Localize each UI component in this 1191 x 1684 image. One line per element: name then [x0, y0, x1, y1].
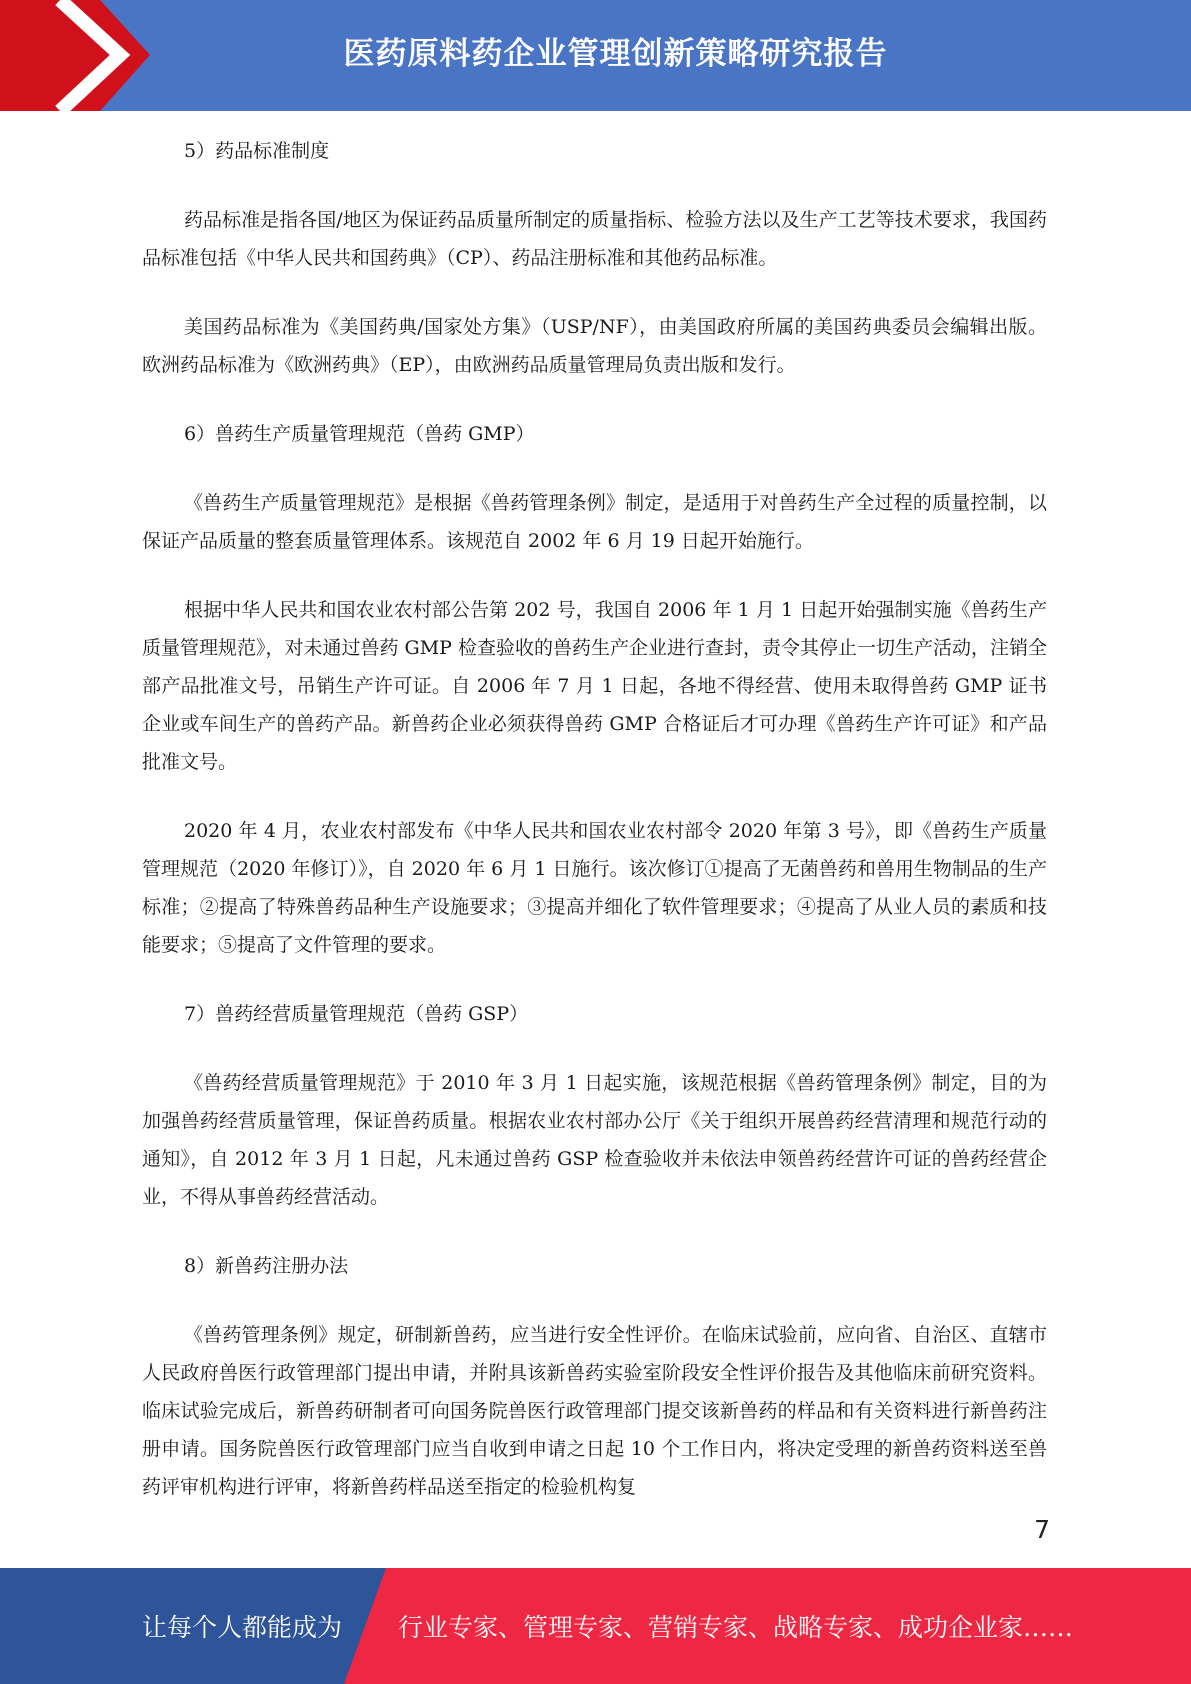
page-number: 7 — [1034, 1515, 1050, 1544]
body-paragraph: 根据中华人民共和国农业农村部公告第 202 号，我国自 2006 年 1 月 1 日起开始强制实施《兽药生产质量管理规范》，对未通过兽药 GMP 检查验收的兽药生产企业进行查封，责令其停止一切生产活动，注销全部产品批准文号，吊销生产许可证。自 2006 年 7 月 1 日起，各地不得经营、使用未取得兽药 GMP 证书企业或车间生产的兽药产品。新兽药企业必须获得兽药 GMP 合格证后才可办理《兽药生产许可证》和产品批准文号。 — [142, 599, 1047, 773]
page-header — [0, 0, 1191, 111]
section-title: 8）新兽药注册办法 — [184, 1255, 349, 1277]
section-title: 5）药品标准制度 — [184, 140, 330, 162]
report-title: 医药原料药企业管理创新策略研究报告 — [343, 35, 888, 72]
footer-slogan-left: 让每个人都能成为 — [142, 1613, 343, 1642]
footer-slogan-right: 行业专家、管理专家、营销专家、战略专家、成功企业家…… — [398, 1613, 1074, 1642]
body-paragraph: 2020 年 4 月，农业农村部发布《中华人民共和国农业农村部令 2020 年第 3 号》，即《兽药生产质量管理规范（2020 年修订）》，自 2020 年 6 月 1 日施行。该次修订①提高了无菌兽药和兽用生物制品的生产标准；②提高了特殊兽药品种生产设施要求；③提高并细化了软件管理要求；④提高了从业人员的素质和技能要求；⑤提高了文件管理的要求。 — [142, 820, 1047, 956]
section-title: 7）兽药经营质量管理规范（兽药 GSP） — [184, 1003, 529, 1025]
page-footer — [0, 1568, 1191, 1684]
body-paragraph: 美国药品标准为《美国药典/国家处方集》（USP/NF），由美国政府所属的美国药典委员会编辑出版。欧洲药品标准为《欧洲药典》（EP），由欧洲药品质量管理局负责出版和发行。 — [142, 316, 1047, 376]
document-body — [142, 132, 1047, 1537]
body-paragraph: 《兽药经营质量管理规范》于 2010 年 3 月 1 日起实施，该规范根据《兽药管理条例》制定，目的为加强兽药经营质量管理，保证兽药质量。根据农业农村部办公厅《关于组织开展兽药经营清理和规范行动的通知》，自 2012 年 3 月 1 日起，凡未通过兽药 GSP 检查验收并未依法申领兽药经营许可证的兽药经营企业，不得从事兽药经营活动。 — [142, 1072, 1047, 1208]
body-paragraph: 药品标准是指各国/地区为保证药品质量所制定的质量指标、检验方法以及生产工艺等技术要求，我国药品标准包括《中华人民共和国药典》（CP）、药品注册标准和其他药品标准。 — [142, 209, 1047, 269]
section-title: 6）兽药生产质量管理规范（兽药 GMP） — [184, 423, 535, 445]
body-paragraph: 《兽药管理条例》规定，研制新兽药，应当进行安全性评价。在临床试验前，应向省、自治区、直辖市人民政府兽医行政管理部门提出申请，并附具该新兽药实验室阶段安全性评价报告及其他临床前研究资料。临床试验完成后，新兽药研制者可向国务院兽医行政管理部门提交该新兽药的样品和有关资料进行新兽药注册申请。国务院兽医行政管理部门应当自收到申请之日起 10 个工作日内，将决定受理的新兽药资料送至兽药评审机构进行评审，将新兽药样品送至指定的检验机构复 — [142, 1324, 1047, 1498]
body-paragraph: 《兽药生产质量管理规范》是根据《兽药管理条例》制定，是适用于对兽药生产全过程的质量控制，以保证产品质量的整套质量管理体系。该规范自 2002 年 6 月 19 日起开始施行。 — [142, 492, 1047, 552]
